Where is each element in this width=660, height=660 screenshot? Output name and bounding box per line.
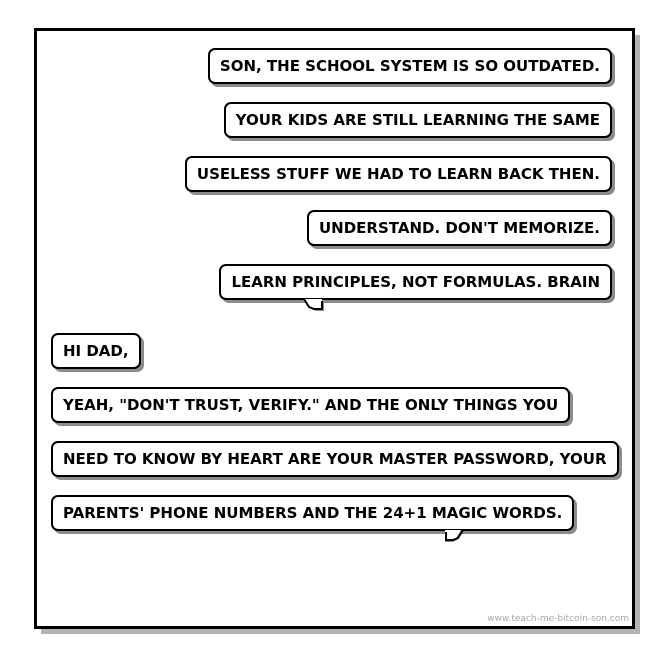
dad-speech-tail [303,299,329,323]
son-speech-bubble-2: YEAH, "DON'T TRUST, VERIFY." AND THE ONLY THINGS YOU [51,387,570,423]
son-speech-bubble-3: NEED TO KNOW BY HEART ARE YOUR MASTER PASSWORD, YOUR [51,441,619,477]
dad-speech-bubble-3: USELESS STUFF WE HAD TO LEARN BACK THEN. [185,156,612,192]
dad-speech-bubble-2: YOUR KIDS ARE STILL LEARNING THE SAME [224,102,612,138]
dad-speech-bubble-1: SON, THE SCHOOL SYSTEM IS SO OUTDATED. [208,48,612,84]
dad-speech-bubble-4: UNDERSTAND. DON'T MEMORIZE. [307,210,612,246]
credit-text: www.teach-me-bitcoin-son.com [487,614,629,624]
comic-panel [34,28,635,629]
son-speech-bubble-4: PARENTS' PHONE NUMBERS AND THE 24+1 MAGIC WORDS. [51,495,574,531]
dad-speech-bubble-5: LEARN PRINCIPLES, NOT FORMULAS. BRAIN [219,264,612,300]
son-speech-tail [441,530,467,554]
son-speech-bubble-1: HI DAD, [51,333,141,369]
